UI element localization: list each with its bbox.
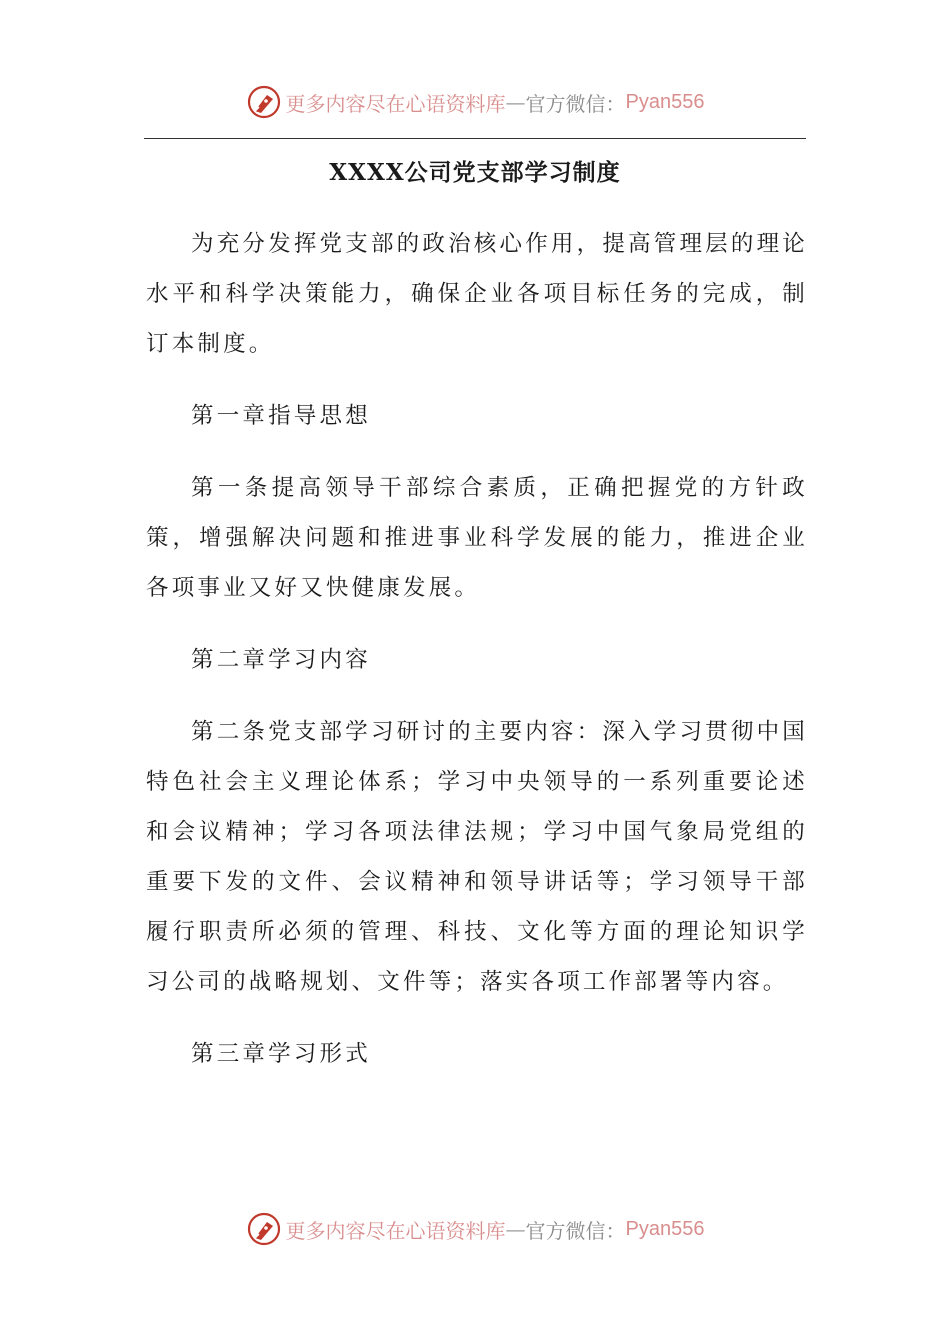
header-banner-content: [246, 84, 705, 120]
footer-wechat-id: Pyan556: [625, 1217, 705, 1240]
chapter-heading-3: 第三章学习形式: [191, 1041, 371, 1067]
footer-banner-content: [246, 1211, 705, 1247]
chapter-heading-1: 第一章指导思想: [191, 403, 371, 429]
header-wechat-id: Pyan556: [625, 90, 705, 113]
header-divider: [144, 138, 806, 139]
document-body: [146, 219, 808, 1101]
header-wechat-label: 官方微信：: [525, 91, 626, 116]
pen-nib-logo-icon: [246, 84, 282, 120]
article-2: 第二条党支部学习研讨的主要内容：深入学习贯彻中国特色社会主义理论体系；学习中央领导的一系列重要论述和会议精神；学习各项法律法规；学习中国气象局党组的重要下发的文件、会议精神和领导讲话等；学习领导干部履行职责所必须的管理、科技、文化等方面的理论知识学习公司的战略规划、文件等；落实各项工作部署等内容。: [146, 719, 808, 995]
paragraph-intro: 为充分发挥党支部的政治核心作用，提高管理层的理论水平和科学决策能力，确保企业各项目标任务的完成，制订本制度。: [146, 231, 808, 357]
chapter-heading-2: 第二章学习内容: [191, 647, 371, 673]
pen-nib-logo-icon: [246, 1211, 282, 1247]
document-title: XXXX公司党支部学习制度: [329, 159, 621, 186]
header-site-text: 更多内容尽在心语资料库: [285, 91, 506, 116]
header-separator: —: [505, 90, 526, 114]
footer-separator: —: [505, 1217, 526, 1241]
footer-site-text: 更多内容尽在心语资料库: [285, 1218, 506, 1243]
article-1: 第一条提高领导干部综合素质，正确把握党的方针政策，增强解决问题和推进事业科学发展的能力，推进企业各项事业又好又快健康发展。: [146, 475, 808, 601]
footer-banner: [0, 1209, 950, 1249]
header-banner: [0, 82, 950, 122]
footer-wechat-label: 官方微信：: [525, 1218, 626, 1243]
